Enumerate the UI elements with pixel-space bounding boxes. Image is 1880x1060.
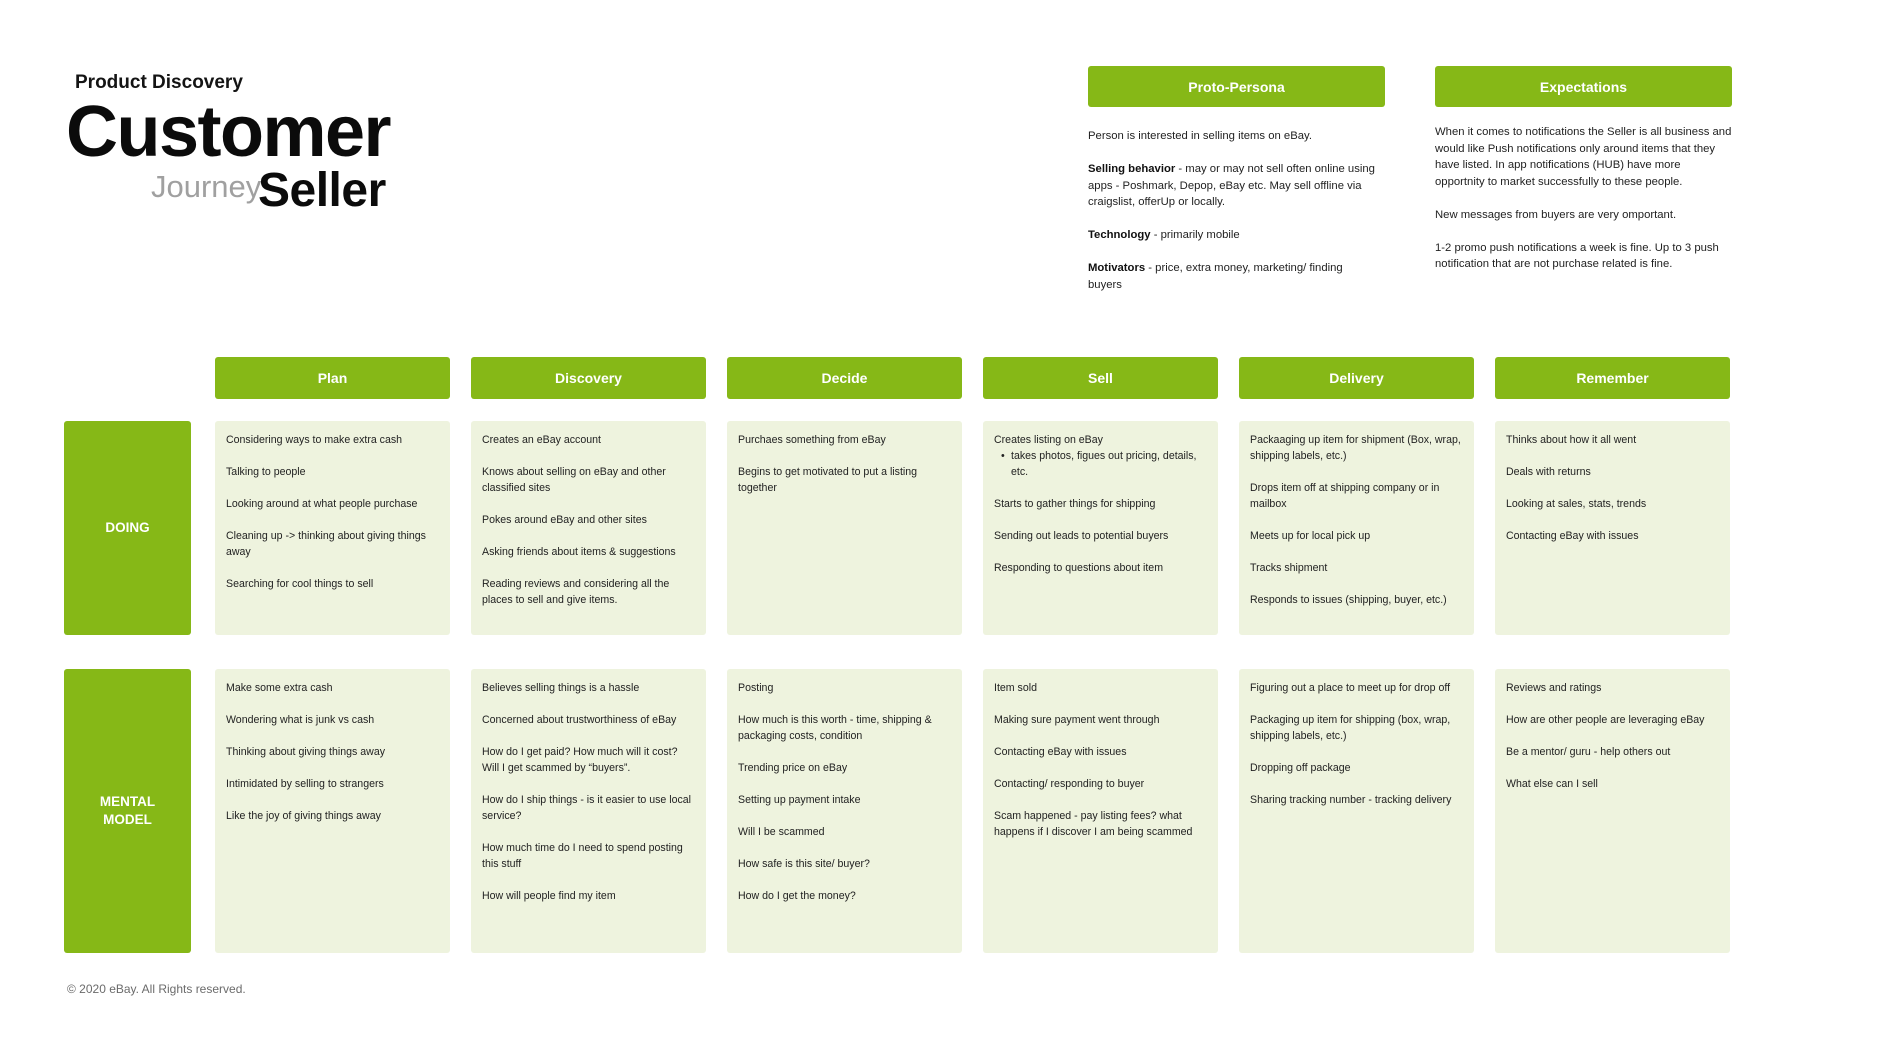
stage-sell: Sell (983, 357, 1218, 399)
stage-decide: Decide (727, 357, 962, 399)
list-item: Packaaging up item for shipment (Box, wrap, shipping labels, etc.) (1250, 434, 1461, 462)
list-item: Meets up for local pick up (1250, 530, 1371, 542)
list-item: Making sure payment went through (994, 714, 1160, 726)
doing-cell-delivery (1239, 421, 1474, 635)
doing-cell-discovery (471, 421, 706, 635)
list-item: Asking friends about items & suggestions (482, 546, 676, 558)
list-item: Reviews and ratings (1506, 682, 1602, 694)
list-item: How much time do I need to spend posting this stuff (482, 842, 683, 870)
list-item: What else can I sell (1506, 778, 1598, 790)
list-item: Intimidated by selling to strangers (226, 778, 384, 790)
doing-cell-plan (215, 421, 450, 635)
doing-cell-decide (727, 421, 962, 635)
list-item: Scam happened - pay listing fees? what happens if I discover I am being scammed (994, 810, 1193, 838)
list-item: Purchaes something from eBay (738, 434, 886, 446)
list-item: Searching for cool things to sell (226, 578, 374, 590)
proto-persona-header: Proto-Persona (1088, 66, 1385, 107)
stage-plan: Plan (215, 357, 450, 399)
expectations-header: Expectations (1435, 66, 1732, 107)
list-item: How do I get paid? How much will it cost? Will I get scammed by “buyers”. (482, 746, 678, 774)
persona-line: Motivators - price, extra money, marketing/ finding buyers (1088, 262, 1343, 291)
list-item: Begins to get motivated to put a listing together (738, 466, 918, 494)
list-item: How do I get the money? (738, 890, 856, 902)
mental-cell-plan (215, 669, 450, 953)
list-item: Contacting/ responding to buyer (994, 778, 1145, 790)
persona-line: Technology - primarily mobile (1088, 229, 1240, 241)
page-subtitle-journey: Journey (151, 169, 262, 204)
list-item: How much is this worth - time, shipping & packaging costs, condition (738, 714, 932, 742)
doing-cell-remember (1495, 421, 1730, 635)
list-item: Deals with returns (1506, 466, 1591, 478)
list-sub-item: • takes photos, figues out pricing, details, etc. (994, 448, 1207, 480)
list-item: Dropping off package (1250, 762, 1351, 774)
list-item: Creates an eBay account (482, 434, 601, 446)
expectations-body (1435, 124, 1733, 289)
persona-line: Selling behavior - may or may not sell often online using apps - Poshmark, Depop, eBay etc. May sell offline via craigslist, offerUp or locally. (1088, 163, 1375, 208)
list-item: Looking around at what people purchase (226, 498, 418, 510)
copyright-footer: © 2020 eBay. All Rights reserved. (67, 982, 246, 996)
page-kicker: Product Discovery (75, 72, 243, 93)
list-item: Be a mentor/ guru - help others out (1506, 746, 1671, 758)
proto-persona-body (1088, 128, 1378, 310)
list-item: Looking at sales, stats, trends (1506, 498, 1647, 510)
list-item: Packaging up item for shipping (box, wrap, shipping labels, etc.) (1250, 714, 1451, 742)
list-item: Responding to questions about item (994, 562, 1164, 574)
list-item: Creates listing on eBay (994, 434, 1103, 446)
list-item: Considering ways to make extra cash (226, 434, 403, 446)
list-item: How will people find my item (482, 890, 616, 902)
list-item: Make some extra cash (226, 682, 333, 694)
doing-cell-sell (983, 421, 1218, 635)
row-label-doing: DOING (64, 421, 191, 635)
list-item: Concerned about trustworthiness of eBay (482, 714, 677, 726)
list-item: Wondering what is junk vs cash (226, 714, 375, 726)
list-item: Tracks shipment (1250, 562, 1328, 574)
stage-delivery: Delivery (1239, 357, 1474, 399)
expectation-paragraph: 1-2 promo push notifications a week is fine. Up to 3 push notification that are not purchase related is fine. (1435, 241, 1719, 270)
list-item: How do I ship things - is it easier to use local service? (482, 794, 692, 822)
list-item: Posting (738, 682, 774, 694)
list-item: Drops item off at shipping company or in mailbox (1250, 482, 1440, 510)
mental-cell-discovery (471, 669, 706, 953)
list-item: Trending price on eBay (738, 762, 848, 774)
expectation-paragraph: New messages from buyers are very omportant. (1435, 208, 1677, 221)
stage-remember: Remember (1495, 357, 1730, 399)
list-item: Reading reviews and considering all the places to sell and give items. (482, 578, 670, 606)
list-item: Contacting eBay with issues (1506, 530, 1639, 542)
list-item: Cleaning up -> thinking about giving things away (226, 530, 426, 558)
list-item: Like the joy of giving things away (226, 810, 381, 822)
list-item: Talking to people (226, 466, 306, 478)
mental-cell-remember (1495, 669, 1730, 953)
row-label-mental-model: MENTAL MODEL (64, 669, 191, 953)
list-item: Figuring out a place to meet up for drop off (1250, 682, 1451, 694)
list-item: How are other people are leveraging eBay (1506, 714, 1705, 726)
list-item: Sending out leads to potential buyers (994, 530, 1169, 542)
list-item: Responds to issues (shipping, buyer, etc.) (1250, 594, 1447, 606)
expectation-paragraph: When it comes to notifications the Seller is all business and would like Push notifications only around items that they have listed. In app notifications (HUB) have more opportnity to market successfully to these people. (1435, 126, 1732, 188)
list-item: Contacting eBay with issues (994, 746, 1127, 758)
persona-line: Person is interested in selling items on eBay. (1088, 130, 1312, 142)
list-item: Thinks about how it all went (1506, 434, 1637, 446)
page-title: Customer (66, 92, 391, 172)
list-item: Setting up payment intake (738, 794, 861, 806)
mental-cell-decide (727, 669, 962, 953)
list-item: Starts to gather things for shipping (994, 498, 1156, 510)
mental-cell-sell (983, 669, 1218, 953)
mental-cell-delivery (1239, 669, 1474, 953)
list-item: Believes selling things is a hassle (482, 682, 640, 694)
stage-discovery: Discovery (471, 357, 706, 399)
list-item: Will I be scammed (738, 826, 825, 838)
list-item: Pokes around eBay and other sites (482, 514, 647, 526)
list-item: Thinking about giving things away (226, 746, 386, 758)
list-item: Knows about selling on eBay and other classified sites (482, 466, 666, 494)
list-item: How safe is this site/ buyer? (738, 858, 870, 870)
list-item: Sharing tracking number - tracking delivery (1250, 794, 1452, 806)
list-item: Item sold (994, 682, 1037, 694)
page-subtitle-seller: Seller (258, 164, 386, 217)
